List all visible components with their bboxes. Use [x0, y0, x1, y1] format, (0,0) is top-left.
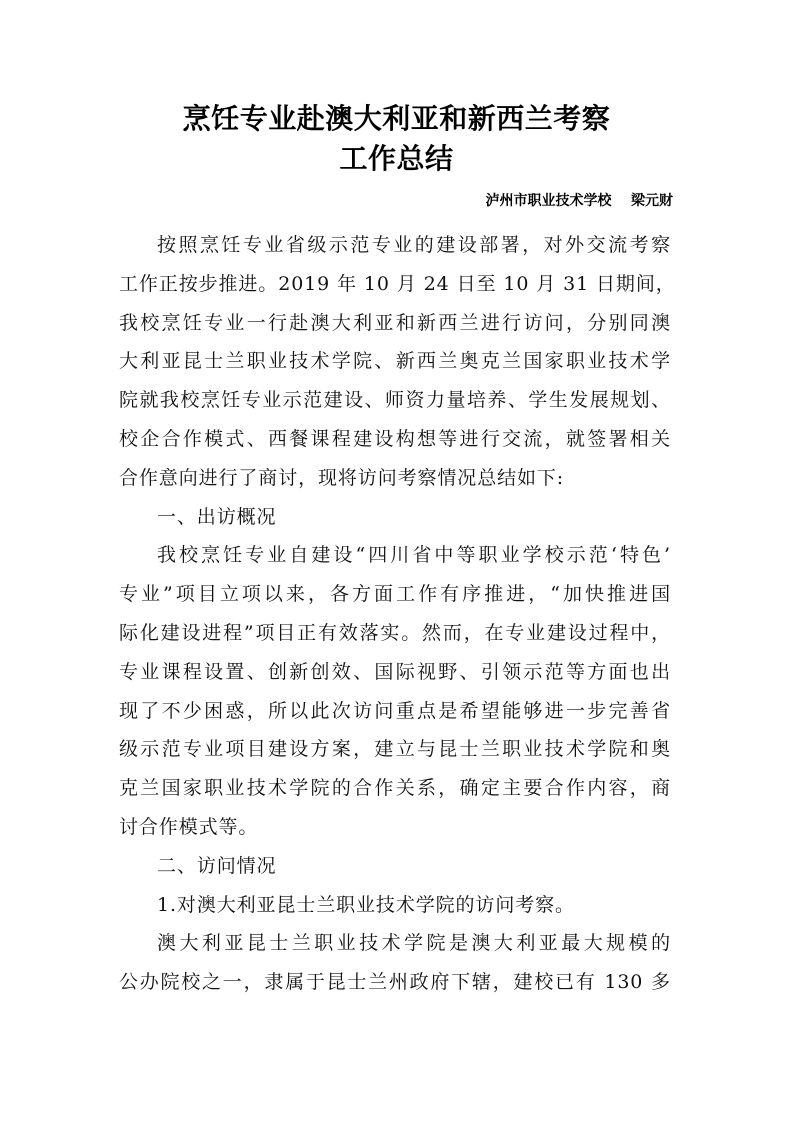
text-line: 工作正按步推进。2019 年 10 月 24 日至 10 月 31 日期间， — [119, 272, 676, 295]
section-heading-2: 二、访问情况 — [157, 854, 277, 877]
text-line: 合作意向进行了商讨，现将访问考察情况总结如下: — [119, 466, 565, 489]
text-line: 我校烹饪专业自建设“四川省中等职业学校示范‘特色’ — [157, 544, 671, 567]
text-line: 按照烹饪专业省级示范专业的建设部署，对外交流考察 — [157, 234, 671, 256]
document-body — [119, 226, 676, 1002]
subsection-heading-1: 1.对澳大利亚昆士兰职业技术学院的访问考察。 — [157, 893, 575, 916]
text-line: 澳大利亚昆士兰职业技术学院是澳大利亚最大规模的 — [157, 932, 671, 955]
text-line: 专业课程设置、创新创效、国际视野、引领示范等方面也出 — [119, 660, 671, 683]
document-title-line-2: 工作总结 — [339, 142, 454, 175]
subsection1-paragraph — [119, 924, 671, 1002]
text-line: 克兰国家职业技术学院的合作关系，确定主要合作内容，商 — [119, 777, 671, 800]
section-heading-1: 一、出访概况 — [157, 505, 277, 528]
document-title-line-1: 烹饪专业赴澳大利亚和新西兰考察 — [182, 102, 611, 135]
text-line: 际化建设进程”项目正有效落实。然而，在专业建设过程中， — [119, 621, 671, 644]
author-line: 泸州市职业技术学校 梁元财 — [485, 193, 673, 209]
section1-paragraph — [119, 536, 671, 846]
text-line: 讨合作模式等。 — [119, 815, 259, 838]
text-line: 级示范专业项目建设方案，建立与昆士兰职业技术学院和奥 — [119, 738, 671, 761]
text-line: 大利亚昆士兰职业技术学院、新西兰奥克兰国家职业技术学 — [119, 350, 671, 373]
text-line: 专业”项目立项以来，各方面工作有序推进，“加快推进国 — [119, 583, 671, 606]
text-line: 校企合作模式、西餐课程建设构想等进行交流，就签署相关 — [119, 427, 671, 450]
text-line: 我校烹饪专业一行赴澳大利亚和新西兰进行访问，分别同澳 — [119, 311, 671, 334]
text-line: 现了不少困惑，所以此次访问重点是希望能够进一步完善省 — [119, 699, 671, 722]
text-line: 公办院校之一，隶属于昆士兰州政府下辖，建校已有 130 多 — [119, 971, 671, 994]
text-line: 院就我校烹饪专业示范建设、师资力量培养、学生发展规划、 — [119, 389, 671, 412]
intro-paragraph — [119, 226, 676, 498]
